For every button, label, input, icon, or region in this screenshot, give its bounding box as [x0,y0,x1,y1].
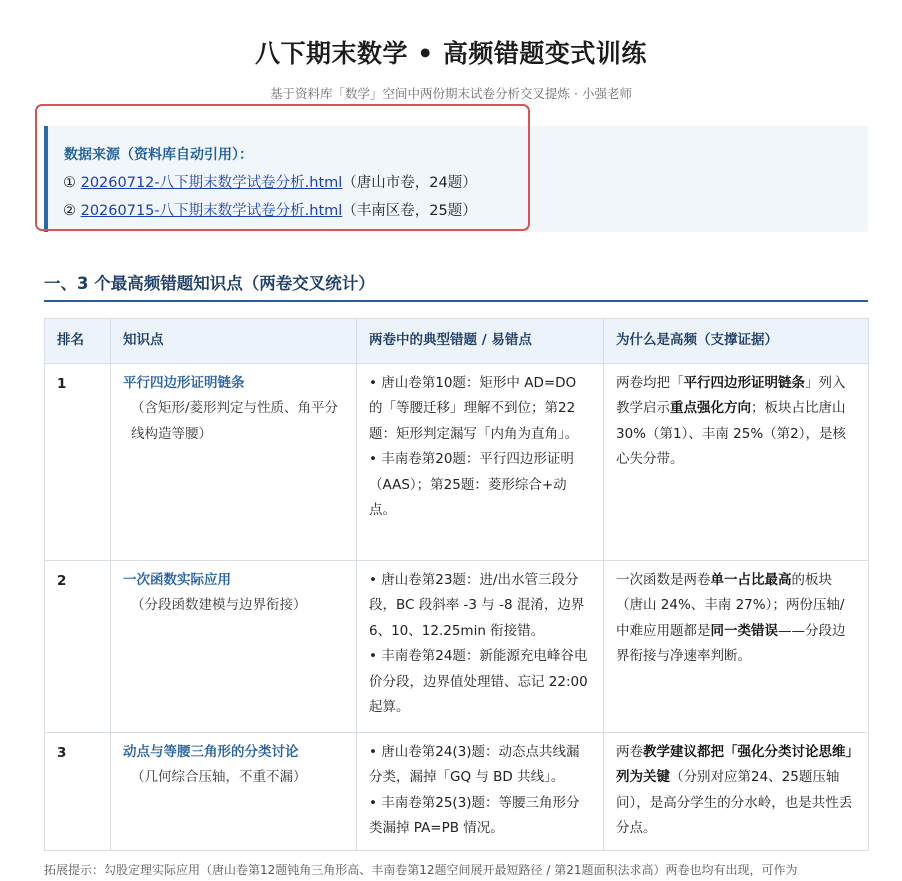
error-item: • 丰南卷第24题：新能源充电峰谷电价分段，边界值处理错、忘记 22:00 起算。 [369,648,588,715]
error-item: • 丰南卷第25(3)题：等腰三角形分类漏掉 PA=PB 情况。 [369,794,580,836]
table-row [45,363,869,560]
footer-tip: 拓展提示：勾股定理实际应用（唐山卷第12题钝角三角形高、丰南卷第12题空间展开最短路径 / 第21题面积法求高）两卷也均有出现，可作为 [44,863,798,877]
reason-emphasis: 平行四边形证明链条 [683,374,805,391]
reason-emphasis: 单一占比最高 [710,571,792,588]
errors-cell [357,560,604,732]
reason-text: 两卷均把「 [616,374,684,391]
reason-text: 」列入教学启示 [616,374,846,416]
section-divider [44,300,868,302]
topic-cell [111,560,357,732]
rank-cell: 3 [45,732,111,850]
data-source-heading: 数据来源（资料库自动引用）： [64,147,253,163]
page-title: 八下期末数学 • 高频错题变式训练 [255,39,647,68]
header-rank: 排名 [45,319,111,364]
errors-cell [357,363,604,560]
source-marker: ① [63,175,76,191]
knowledge-point-table [44,318,869,851]
reason-text: 的板块（唐山 24%、丰南 27%）；两份压轴/中难应用题都是 [616,571,845,639]
reason-text: （分别对应第24、25题压轴问），是高分学生的分水岭，也是共性丢分点。 [616,769,853,836]
rank-cell: 1 [45,363,111,560]
errors-cell [357,732,604,850]
source-link-1[interactable]: 20260712-八下期末数学试卷分析.html [80,175,343,191]
topic-cell [111,732,357,850]
reason-text: ——分段边界衔接与净速率判断。 [616,622,846,664]
error-item: • 唐山卷第10题：矩形中 AD=DO 的「等腰迁移」理解不到位；第22题：矩形判定漏写「内角为直角」。 [369,374,579,442]
rank-cell: 2 [45,560,111,732]
page-subtitle: 基于资料库「数学」空间中两份期末试卷分析交叉提炼 · 小强老师 [270,86,632,101]
reason-emphasis: 重点强化方向 [670,400,751,416]
header-reason: 为什么是高频（支撑证据） [604,319,869,364]
reason-text: 一次函数是两卷 [616,571,711,588]
error-item: • 唐山卷第23题：进/出水管三段分段，BC 段斜率 -3 与 -8 混淆，边界 6、10、12.25min 衔接错。 [369,571,585,639]
topic-name: 一次函数实际应用 [123,571,231,588]
source-marker: ② [63,203,76,219]
reason-cell [604,732,869,850]
topic-note: （几何综合压轴，不重不漏） [131,769,307,785]
table-header-row [45,319,869,364]
reason-emphasis: 教学建议都把「强化分类讨论思维」列为关键 [616,743,853,785]
topic-note: （分段函数建模与边界衔接） [131,597,307,613]
table-row [45,560,869,732]
reason-text: ；板块占比唐山 30%（第1）、丰南 25%（第2），是核心失分带。 [616,400,846,467]
reason-cell [604,363,869,560]
topic-name: 平行四边形证明链条 [123,374,245,391]
reason-emphasis: 同一类错误 [710,622,778,639]
source-item-2 [63,199,477,220]
error-item: • 唐山卷第24(3)题：动态点共线漏分类，漏掉「GQ 与 BD 共线」。 [369,743,580,785]
section-title: 一、3 个最高频错题知识点（两卷交叉统计） [44,274,375,293]
source-link-2[interactable]: 20260715-八下期末数学试卷分析.html [80,203,343,219]
topic-note: （含矩形/菱形判定与性质、角平分线构造等腰） [131,400,339,442]
header-topic: 知识点 [111,319,357,364]
table-row [45,732,869,850]
header-errors: 两卷中的典型错题 / 易错点 [357,319,604,364]
topic-cell [111,363,357,560]
error-item: • 丰南卷第20题：平行四边形证明（AAS）；第25题：菱形综合+动点。 [369,451,574,518]
source-note: （丰南区卷，25题） [342,203,477,219]
reason-cell [604,560,869,732]
reason-text: 两卷 [616,743,643,760]
topic-name: 动点与等腰三角形的分类讨论 [123,743,299,760]
source-note: （唐山市卷，24题） [342,175,477,191]
source-item-1 [63,171,477,192]
